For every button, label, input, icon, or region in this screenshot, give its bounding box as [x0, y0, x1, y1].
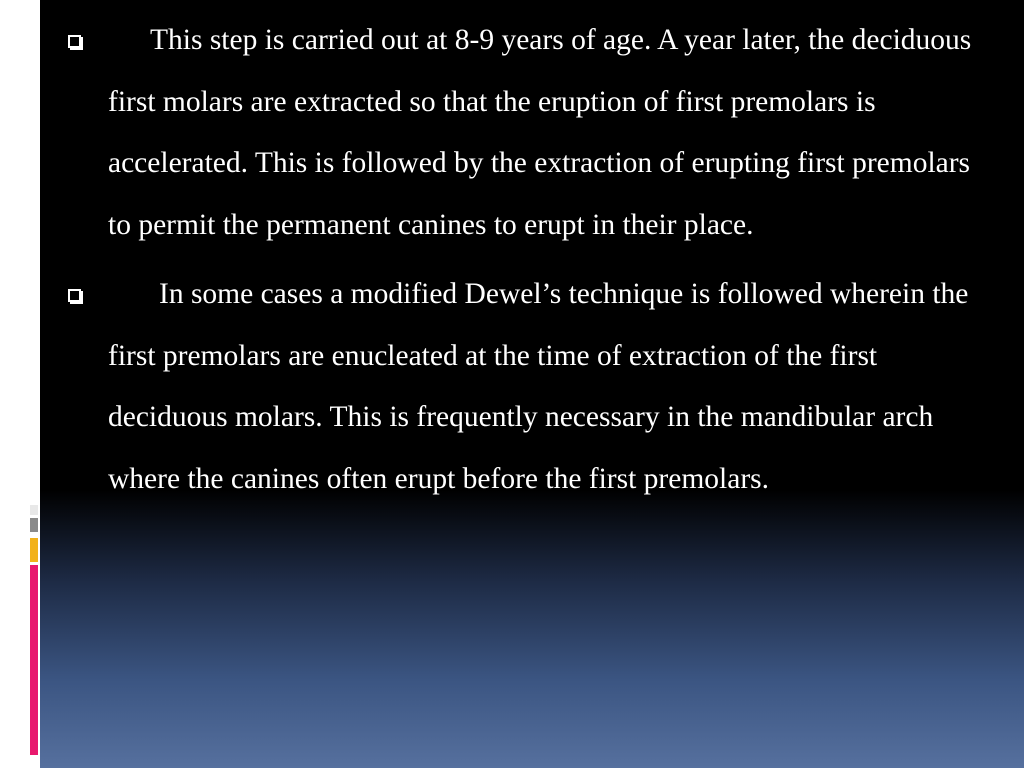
bullet-item	[50, 264, 985, 510]
accent-bar-white	[30, 505, 38, 515]
accent-bar-gray	[30, 518, 38, 532]
checkbox-square-icon	[68, 35, 81, 48]
accent-bar-gold	[30, 538, 38, 562]
bullet-item	[50, 10, 985, 256]
bullet-list	[50, 10, 985, 518]
checkbox-square-icon	[68, 289, 81, 302]
accent-bar-pink	[30, 565, 38, 755]
bullet-text: In some cases a modified Dewel’s technique is followed wherein the first premolars are enucleated at the time of extraction of the first deciduous molars. This is frequently necessary in the mandibular arch where the canines often erupt before the first premolars.	[108, 278, 969, 495]
bullet-text: This step is carried out at 8-9 years of age. A year later, the deciduous first molars are extracted so that the eruption of first premolars is accelerated. This is followed by the extraction of erupting first premolars to permit the permanent canines to erupt in their place.	[108, 24, 972, 241]
